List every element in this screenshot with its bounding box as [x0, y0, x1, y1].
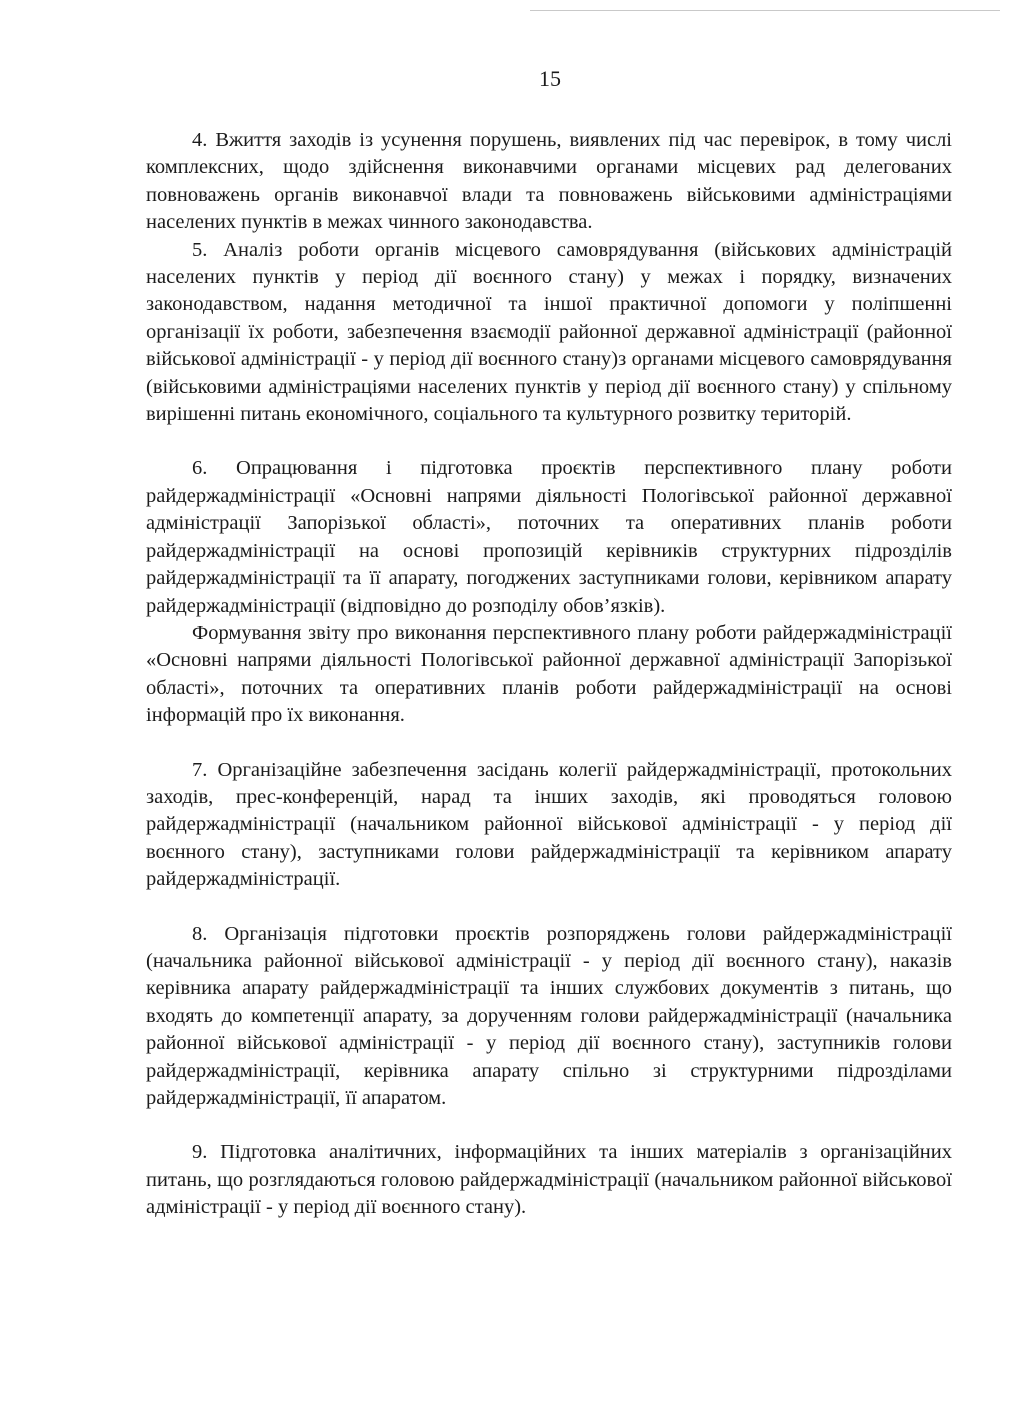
paragraph-item-6: 6. Опрацювання і підготовка проєктів перспективного плану роботи райдержадміністрації «Основні напрями діяльності Пологівської районної державної адміністрації Запорізької області», поточних та оперативних планів роботи райдержадміністрації на основі пропозицій керівників структурних підрозділів райдержадміністрації та її апарату, погоджених заступниками голови, керівником апарату райдержадміністрації (відповідно до розподілу обов’язків). — [146, 457, 952, 617]
document-body — [146, 127, 952, 1222]
paragraph-item-4: 4. Вжиття заходів із усунення порушень, виявлених під час перевірок, в тому числі комплексних, щодо здійснення виконавчими органами місцевих рад делегованих повноважень органів виконавчої влади та повноважень військовими адміністраціями населених пунктів в межах чинного законодавства. — [146, 129, 952, 234]
paragraph-report-formation: Формування звіту про виконання перспективного плану роботи райдержадміністрації «Основні напрями діяльності Пологівської районної державної адміністрації Запорізької області», поточних та оперативних планів роботи райдержадміністрації на основі інформацій про їх виконання. — [146, 621, 952, 727]
paragraph-item-9: 9. Підготовка аналітичних, інформаційних та інших матеріалів з організаційних питань, що розглядаються головою райдержадміністрації (начальником районної військової адміністрації - у період дії воєнного стану). — [146, 1141, 952, 1219]
scan-edge-line — [530, 10, 1000, 11]
paragraph-item-8: 8. Організація підготовки проєктів розпоряджень голови райдержадміністрації (начальника районної військової адміністрації - у період дії воєнного стану), наказів керівника апарату райдержадміністрації та інших службових документів з питань, що входять до компетенції апарату, за дорученням голови райдержадміністрації (начальника районної військової адміністрації - у період дії воєнного стану), заступників голови райдержадміністрації, керівника апарату спільно зі структурними підрозділами райдержадміністрації, її апаратом. — [146, 922, 952, 1109]
page-number: 15 — [539, 66, 561, 91]
paragraph-item-7: 7. Організаційне забезпечення засідань колегії райдержадміністрації, протокольних заходів, прес-конференцій, нарад та інших заходів, які проводяться головою райдержадміністрації (начальником районної військової адміністрації - у період дії воєнного стану), заступниками голови райдержадміністрації та керівником апарату райдержадміністрації. — [146, 758, 952, 891]
paragraph-item-5: 5. Аналіз роботи органів місцевого самоврядування (військових адміністрацій населених пунктів у період дії воєнного стану) у межах і порядку, визначених законодавством, надання методичної та іншої практичної допомоги у поліпшенні організації їх роботи, забезпечення взаємодії районної державної адміністрації (районної військової адміністрації - у період дії воєнного стану)з органами місцевого самоврядування (військовими адміністраціями населених пунктів у період дії воєнного стану) у спільному вирішенні питань економічного, соціального та культурного розвитку територій. — [146, 238, 952, 426]
